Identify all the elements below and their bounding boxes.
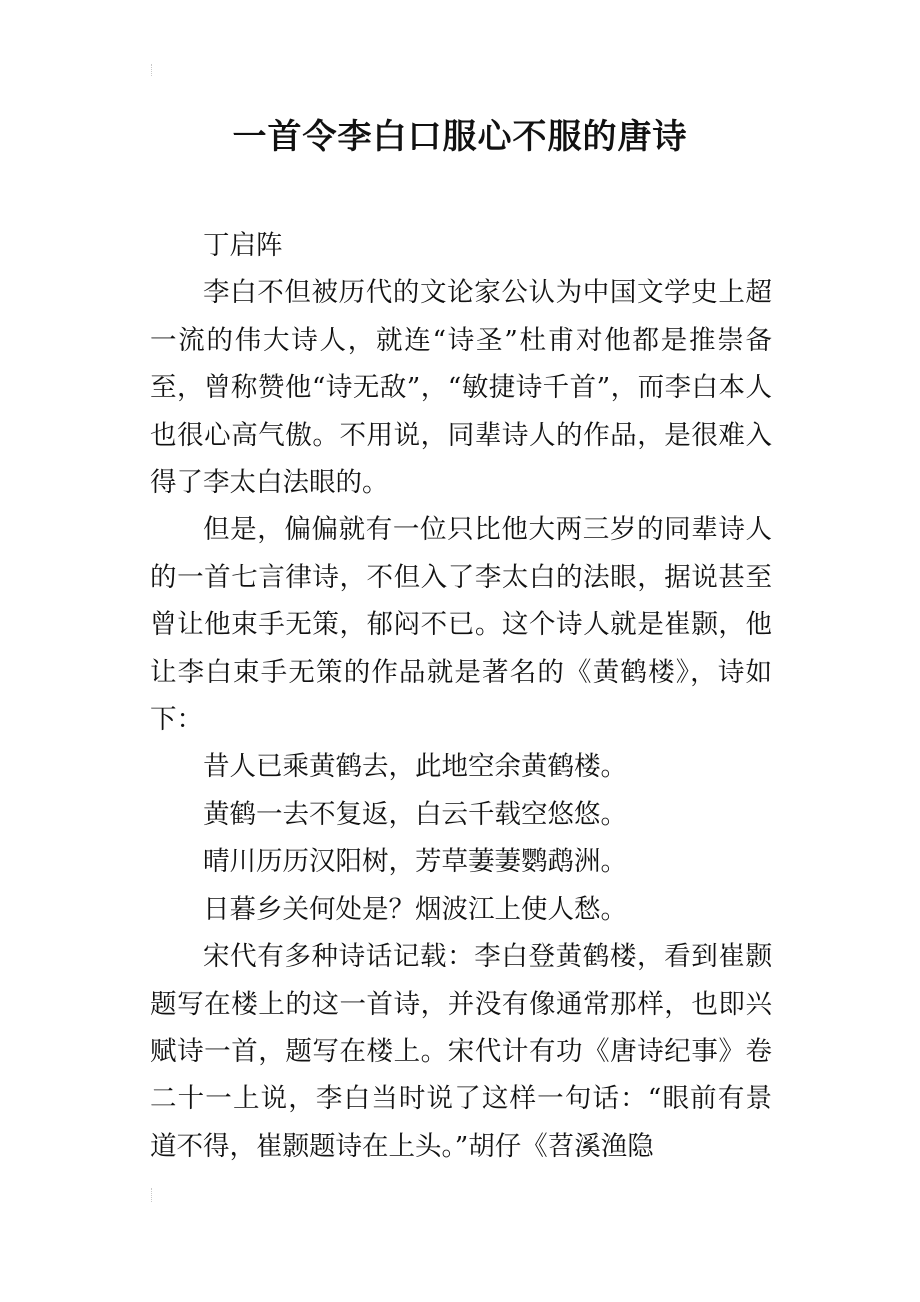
article-title: 一首令李白口服心不服的唐诗 (232, 117, 688, 157)
paragraph-3: 宋代有多种诗话记载：李白登黄鹤楼，看到崔颢题写在楼上的这一首诗，并没有像通常那样，也即兴赋诗一首，题写在楼上。宋代计有功《唐诗纪事》卷二十一上说，李白当时说了这样一句话：“眼前有景道不得，崔颢题诗在上头。”胡仔《苕溪渔隐 (150, 941, 772, 1162)
crop-mark-bottom (151, 1188, 158, 1202)
paragraph-2: 但是，偏偏就有一位只比他大两三岁的同辈诗人的一首七言律诗，不但入了李太白的法眼，据说甚至曾让他束手无策，郁闷不已。这个诗人就是崔颢，他让李白束手无策的作品就是著名的《黄鹤楼》，诗如下： (150, 514, 772, 736)
author-name: 丁启阵 (203, 230, 283, 261)
paragraph-1: 李白不但被历代的文论家公认为中国文学史上超一流的伟大诗人，就连“诗圣”杜甫对他都是推崇备至，曾称赞他“诗无敌”，“敏捷诗千首”，而李白本人也很心高气傲。不用说，同辈诗人的作品，是很难入得了李太白法眼的。 (150, 277, 772, 499)
poem-line-4: 日暮乡关何处是？烟波江上使人愁。 (203, 893, 627, 925)
poem-line-1: 昔人已乘黄鹤去，此地空余黄鹤楼。 (203, 751, 627, 783)
crop-mark-top (151, 64, 158, 76)
poem-line-3: 晴川历历汉阳树，芳草萋萋鹦鹉洲。 (203, 846, 627, 878)
article-body (150, 222, 772, 1170)
poem-line-2: 黄鹤一去不复返，白云千载空悠悠。 (203, 798, 627, 830)
